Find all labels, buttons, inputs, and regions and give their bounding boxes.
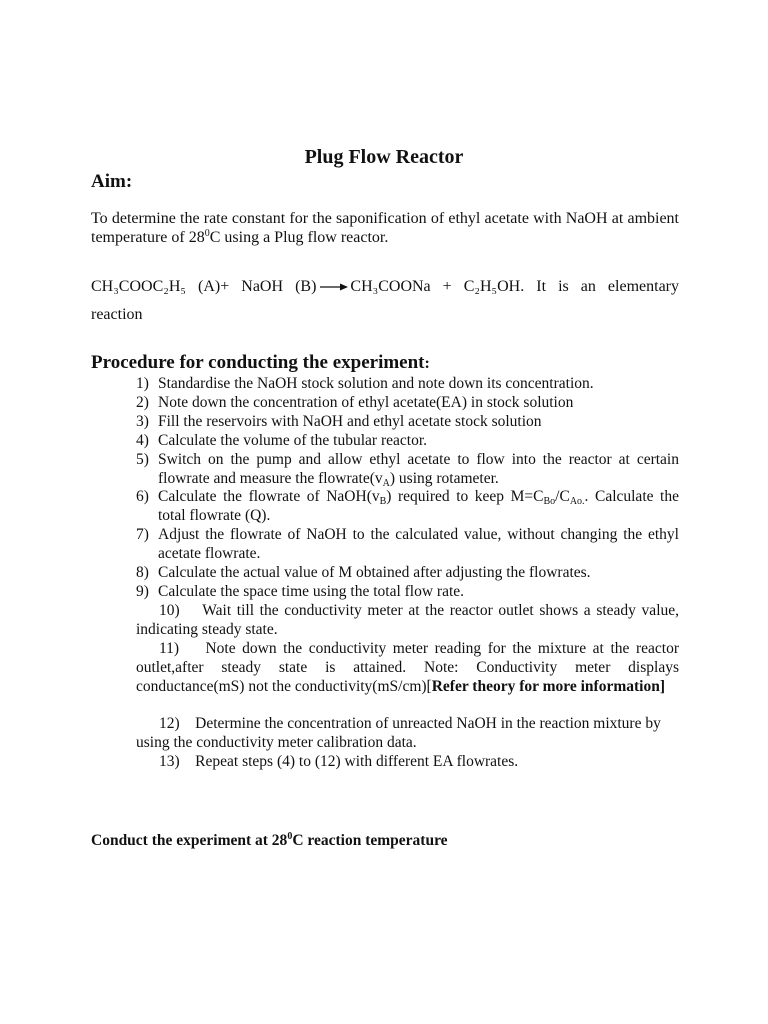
equation-reactants: CH₃COOC₂H₅ (A)+ NaOH (B)	[91, 278, 317, 295]
list-item: 1) Standardise the NaOH stock solution and note down its concentration.	[136, 375, 594, 392]
procedure-heading: Procedure for conducting the experiment:	[91, 352, 430, 373]
list-item: 11) Note down the conductivity meter reading for the mixture at the reactor outlet,after steady state is attained. Note: Conductivity meter displays conductance(mS) not the conductivity(mS/cm)[Refer theory for more information]	[136, 639, 679, 695]
list-item: 3) Fill the reservoirs with NaOH and ethyl acetate stock solution	[136, 412, 542, 430]
list-item: 6) Calculate the flowrate of $NaOH(v_B)$ required to keep $M=C_{Bo}/C_{Ao.}$. Calculate the total flowrate (Q).	[136, 488, 679, 525]
equation-continuation: reaction	[91, 306, 143, 323]
procedure-steps-list	[91, 375, 679, 772]
list-item: 5) Switch on the pump and allow ethyl acetate to flow into the reactor at certain flowrate and measure the $flowrate(v_A)$ using rotameter.	[136, 450, 679, 489]
reaction-equation	[91, 277, 679, 296]
list-item: 7) Adjust the flowrate of NaOH to the calculated value, without changing the ethyl acetate flowrate.	[136, 526, 679, 563]
list-item: 12) Determine the concentration of unreacted NaOH in the reaction mixture by using the conductivity meter calibration data.	[136, 715, 661, 752]
conclusion-note: Conduct the experiment at $28^0C$ reaction temperature	[91, 831, 448, 849]
list-item: 10) Wait till the conductivity meter at the reactor outlet shows a steady value, indicating steady state.	[136, 601, 680, 638]
list-item: 4) Calculate the volume of the tubular reactor.	[136, 431, 427, 449]
list-item: 9) Calculate the space time using the total flow rate.	[136, 582, 465, 600]
list-item: 8) Calculate the actual value of M obtained after adjusting the flowrates.	[136, 564, 591, 582]
equation-products: CH₃COONa + C₂H₅OH. It is an elementary	[350, 278, 679, 295]
reaction-arrow-icon	[320, 282, 348, 292]
list-item: 2) Note down the concentration of ethyl acetate(EA) in stock solution	[136, 393, 574, 411]
list-item: 13) Repeat steps (4) to (12) with different EA flowrates.	[159, 753, 519, 771]
page-title: Plug Flow Reactor	[304, 146, 464, 168]
aim-heading: Aim:	[91, 171, 133, 192]
aim-text: To determine the rate constant for the saponification of ethyl acetate with NaOH at ambient temperature of $28^0C$ using a Plug flow reactor.	[91, 210, 679, 246]
